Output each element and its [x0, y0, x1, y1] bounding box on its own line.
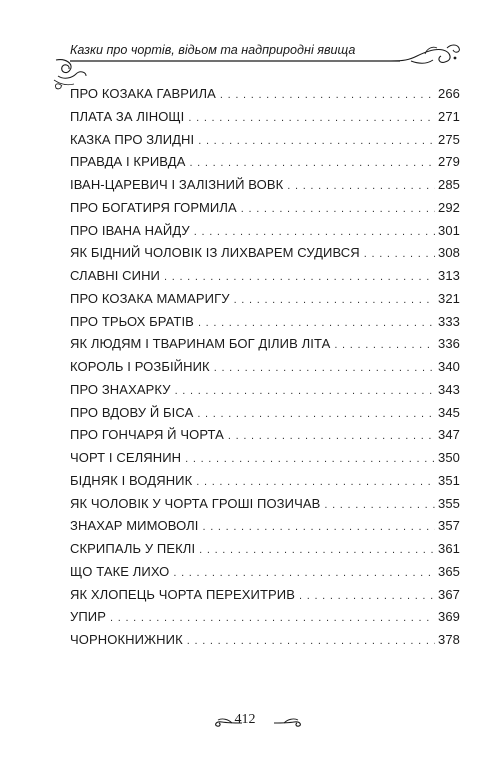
- toc-entry-page: 308: [438, 245, 460, 261]
- toc-entry-title: ПРО ГОНЧАРЯ Й ЧОРТА: [70, 427, 224, 443]
- toc-entry-page: 313: [438, 268, 460, 283]
- toc-dot-leader: [214, 362, 435, 374]
- toc-entry: [70, 291, 460, 314]
- toc-dot-leader: [324, 499, 435, 511]
- toc-entry-title: ПРО КОЗАКА МАМАРИГУ: [70, 290, 230, 306]
- toc-entry-page: 285: [438, 177, 460, 192]
- toc-dot-leader: [287, 180, 435, 192]
- toc-entry-page: 292: [438, 199, 460, 215]
- toc-entry-title: СКРИПАЛЬ У ПЕКЛІ: [70, 541, 196, 556]
- toc-dot-leader: [198, 317, 435, 329]
- toc-dot-leader: [299, 590, 435, 602]
- toc-entry-title: ІВАН-ЦАРЕВИЧ І ЗАЛІЗНИЙ ВОВК: [70, 177, 284, 192]
- toc-entry: [70, 587, 460, 610]
- toc-entry: [70, 154, 460, 177]
- toc-entry-title: ПРАВДА І КРИВДА: [70, 154, 186, 170]
- toc-entry: [70, 223, 460, 246]
- toc-dot-leader: [203, 521, 436, 533]
- toc-entry-title: ЩО ТАКЕ ЛИХО: [70, 563, 170, 579]
- toc-dot-leader: [187, 635, 435, 647]
- toc-dot-leader: [198, 135, 435, 147]
- toc-entry-page: 355: [438, 495, 460, 511]
- page-number: 412: [234, 712, 256, 727]
- toc-entry-page: 336: [438, 336, 460, 352]
- toc-entry-page: 266: [438, 86, 460, 101]
- toc-entry: [70, 518, 460, 541]
- toc-dot-leader: [173, 567, 435, 579]
- toc-entry-page: 351: [438, 472, 460, 488]
- toc-dot-leader: [220, 89, 435, 101]
- toc-dot-leader: [164, 271, 435, 283]
- toc-entry: [70, 632, 460, 655]
- toc-entry-page: 369: [438, 609, 460, 625]
- toc-dot-leader: [228, 430, 435, 442]
- toc-dot-leader: [196, 476, 435, 488]
- toc-entry: [70, 609, 460, 632]
- toc-dot-leader: [175, 385, 435, 397]
- toc-entry-title: ПРО ІВАНА НАЙДУ: [70, 222, 190, 238]
- toc-entry-title: ПРО ВДОВУ Й БІСА: [70, 404, 194, 420]
- toc-entry-page: 340: [438, 359, 460, 374]
- toc-entry: [70, 86, 460, 109]
- toc-dot-leader: [188, 112, 435, 124]
- toc-entry-page: 321: [438, 290, 460, 306]
- page-footer: [0, 710, 490, 734]
- toc-entry: [70, 564, 460, 587]
- toc-entry-page: 361: [438, 541, 460, 556]
- toc-dot-leader: [241, 203, 435, 215]
- toc-entry-title: КОРОЛЬ І РОЗБІЙНИК: [70, 359, 210, 374]
- toc-entry: [70, 541, 460, 564]
- toc-entry-title: ЯК БІДНИЙ ЧОЛОВІК ІЗ ЛИХВАРЕМ СУДИВСЯ: [70, 245, 360, 261]
- toc-entry-title: ЯК ХЛОПЕЦЬ ЧОРТА ПЕРЕХИТРИВ: [70, 586, 296, 602]
- toc-entry-page: 271: [438, 108, 460, 124]
- toc-entry-page: 279: [438, 154, 460, 170]
- running-header: [56, 38, 446, 78]
- toc-entry: [70, 132, 460, 155]
- toc-entry: [70, 450, 460, 473]
- toc-dot-leader: [185, 453, 435, 465]
- toc-dot-leader: [364, 248, 435, 260]
- toc-entry-page: 367: [438, 586, 460, 602]
- toc-entry-page: 345: [438, 404, 460, 420]
- toc-dot-leader: [197, 408, 435, 420]
- running-header-title: Казки про чортів, відьом та надприродні явища: [70, 43, 356, 57]
- toc-entry-page: 275: [438, 131, 460, 147]
- toc-entry: [70, 336, 460, 359]
- toc-entry: [70, 496, 460, 519]
- toc-dot-leader: [194, 226, 435, 238]
- toc-dot-leader: [189, 157, 435, 169]
- toc-entry-title: ЯК ЧОЛОВІК У ЧОРТА ГРОШІ ПОЗИЧАВ: [70, 495, 321, 511]
- toc-entry: [70, 268, 460, 291]
- toc-entry-title: ПРО ТРЬОХ БРАТІВ: [70, 313, 194, 329]
- toc-entry-page: 350: [438, 450, 460, 465]
- toc-entry: [70, 200, 460, 223]
- toc-dot-leader: [234, 294, 435, 306]
- toc-entry: [70, 314, 460, 337]
- toc-entry-title: ЯК ЛЮДЯМ І ТВАРИНАМ БОГ ДІЛИВ ЛІТА: [70, 336, 331, 352]
- toc-entry-title: ЧОРНОКНИЖНИК: [70, 632, 183, 647]
- scroll-ornament-icon: [272, 716, 306, 730]
- toc-entry-page: 365: [438, 563, 460, 579]
- flourish-ornament-icon: [391, 42, 461, 72]
- toc-entry: [70, 177, 460, 200]
- toc-entry-page: 343: [438, 381, 460, 397]
- toc-entry: [70, 382, 460, 405]
- toc-entry: [70, 405, 460, 428]
- table-of-contents: [70, 86, 460, 655]
- toc-entry-title: ПРО БОГАТИРЯ ГОРМИЛА: [70, 199, 237, 215]
- toc-entry: [70, 473, 460, 496]
- toc-entry-title: ЗНАХАР МИМОВОЛІ: [70, 518, 199, 534]
- toc-entry: [70, 109, 460, 132]
- toc-entry-title: ЧОРТ І СЕЛЯНИН: [70, 450, 182, 465]
- toc-entry-title: БІДНЯК І ВОДЯНИК: [70, 472, 193, 488]
- toc-dot-leader: [110, 612, 435, 624]
- toc-entry-title: ПРО КОЗАКА ГАВРИЛА: [70, 86, 216, 101]
- toc-entry-page: 357: [438, 518, 460, 534]
- toc-entry-title: ПЛАТА ЗА ЛІНОЩІ: [70, 108, 185, 124]
- toc-entry: [70, 245, 460, 268]
- toc-entry-title: ПРО ЗНАХАРКУ: [70, 381, 171, 397]
- toc-entry-page: 378: [438, 632, 460, 647]
- toc-dot-leader: [334, 339, 435, 351]
- toc-entry-title: УПИР: [70, 609, 107, 625]
- toc-entry-page: 301: [438, 222, 460, 238]
- toc-entry: [70, 427, 460, 450]
- toc-entry: [70, 359, 460, 382]
- toc-entry-title: СЛАВНІ СИНИ: [70, 268, 161, 283]
- toc-dot-leader: [199, 544, 435, 556]
- toc-entry-page: 347: [438, 427, 460, 443]
- toc-entry-page: 333: [438, 313, 460, 329]
- toc-entry-title: КАЗКА ПРО ЗЛИДНІ: [70, 131, 195, 147]
